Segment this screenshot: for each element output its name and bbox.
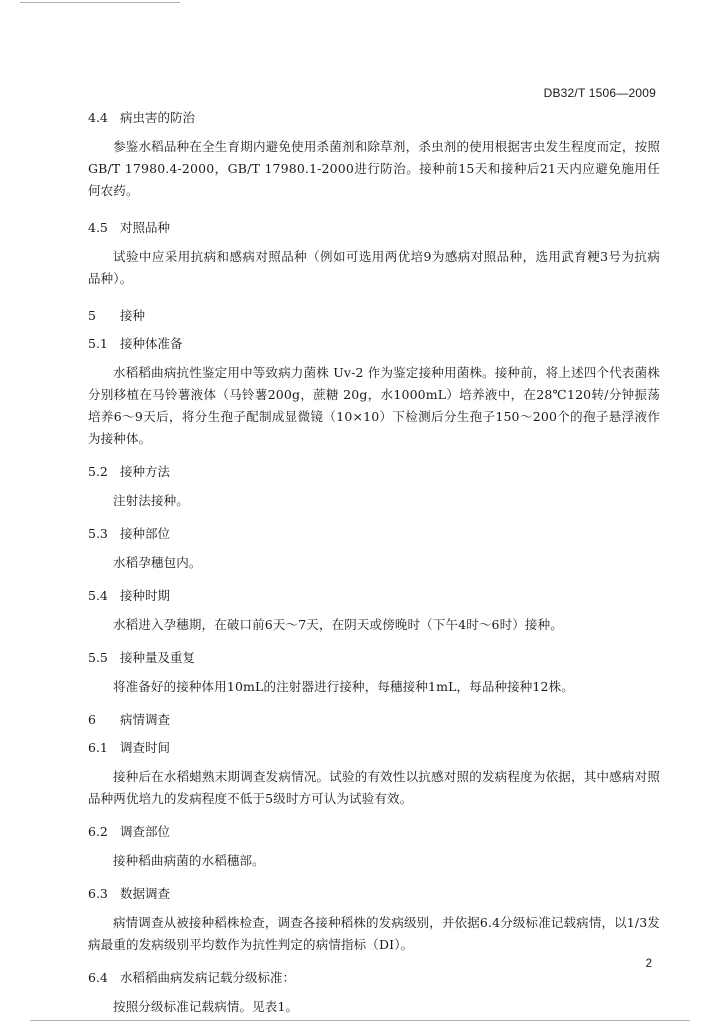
section-heading-6-2: 6.2 调查部位 <box>88 824 171 839</box>
section-heading-5-1: 5.1 接种体准备 <box>88 336 183 351</box>
section-text-6-2: 接种稻曲病菌的水稻穗部。 <box>113 853 265 868</box>
section-heading-4-4: 4.4 病虫害的防治 <box>88 110 196 125</box>
section-text-5-3: 水稻孕穗包内。 <box>113 555 202 570</box>
scan-mark-bottom <box>30 1020 690 1021</box>
section-heading-6-3: 6.3 数据调查 <box>88 886 171 901</box>
section-text-5-4: 水稻进入孕穗期，在破口前6天～7天，在阴天或傍晚时（下午4时～6时）接种。 <box>113 617 563 632</box>
section-text-6-4: 按照分级标准记载病情。见表1。 <box>113 999 299 1014</box>
section-heading-5: 5 接种 <box>88 308 146 323</box>
section-heading-5-4: 5.4 接种时期 <box>88 588 171 603</box>
document-body <box>88 108 660 1018</box>
section-text-6-1: 接种后在水稻蜡熟末期调查发病情况。试验的有效性以抗感对照的发病程度为依据，其中感病对照品种两优培九的发病程度不低于5级时方可认为试验有效。 <box>88 769 660 806</box>
section-text-5-2: 注射法接种。 <box>113 493 189 508</box>
section-heading-4-5: 4.5 对照品种 <box>88 220 171 235</box>
section-heading-5-2: 5.2 接种方法 <box>88 464 171 479</box>
scan-mark-top <box>20 2 180 3</box>
section-text-5-5: 将准备好的接种体用10mL的注射器进行接种，每穗接种1mL，每品种接种12株。 <box>113 679 574 694</box>
section-text-5-1: 水稻稻曲病抗性鉴定用中等致病力菌株 Uv-2 作为鉴定接种用菌株。接种前，将上述四个代表菌株分别移植在马铃薯液体（马铃薯200g，蔗糖 20g，水1000mL）培养液中，在28℃120转/分钟振荡培养6～9天后，将分生孢子配制成显微镜（10×10）下检测后分生孢子150～200个的孢子悬浮液作为接种体。 <box>88 365 660 446</box>
section-text-6-3: 病情调查从被接种稻株检查，调查各接种稻株的发病级别，并依据6.4分级标准记载病情，以1/3发病最重的发病级别平均数作为抗性判定的病情指标（DI）。 <box>88 915 660 952</box>
section-heading-6-1: 6.1 调查时间 <box>88 740 171 755</box>
section-heading-6-4: 6.4 水稻稻曲病发病记载分级标准： <box>88 970 296 985</box>
document-code: DB32/T 1506—2009 <box>543 86 656 100</box>
page-number: 2 <box>645 958 652 970</box>
section-heading-5-5: 5.5 接种量及重复 <box>88 650 196 665</box>
section-text-4-4: 参鉴水稻品种在全生育期内避免使用杀菌剂和除草剂，杀虫剂的使用根据害虫发生程度而定，按照GB/T 17980.4-2000，GB/T 17980.1-2000进行防治。接种前15天和接种后21天内应避免施用任何农药。 <box>88 139 660 198</box>
section-heading-6: 6 病情调查 <box>88 712 171 727</box>
section-heading-5-3: 5.3 接种部位 <box>88 526 171 541</box>
section-text-4-5: 试验中应采用抗病和感病对照品种（例如可选用两优培9为感病对照品种，选用武育粳3号为抗病品种）。 <box>88 249 660 286</box>
